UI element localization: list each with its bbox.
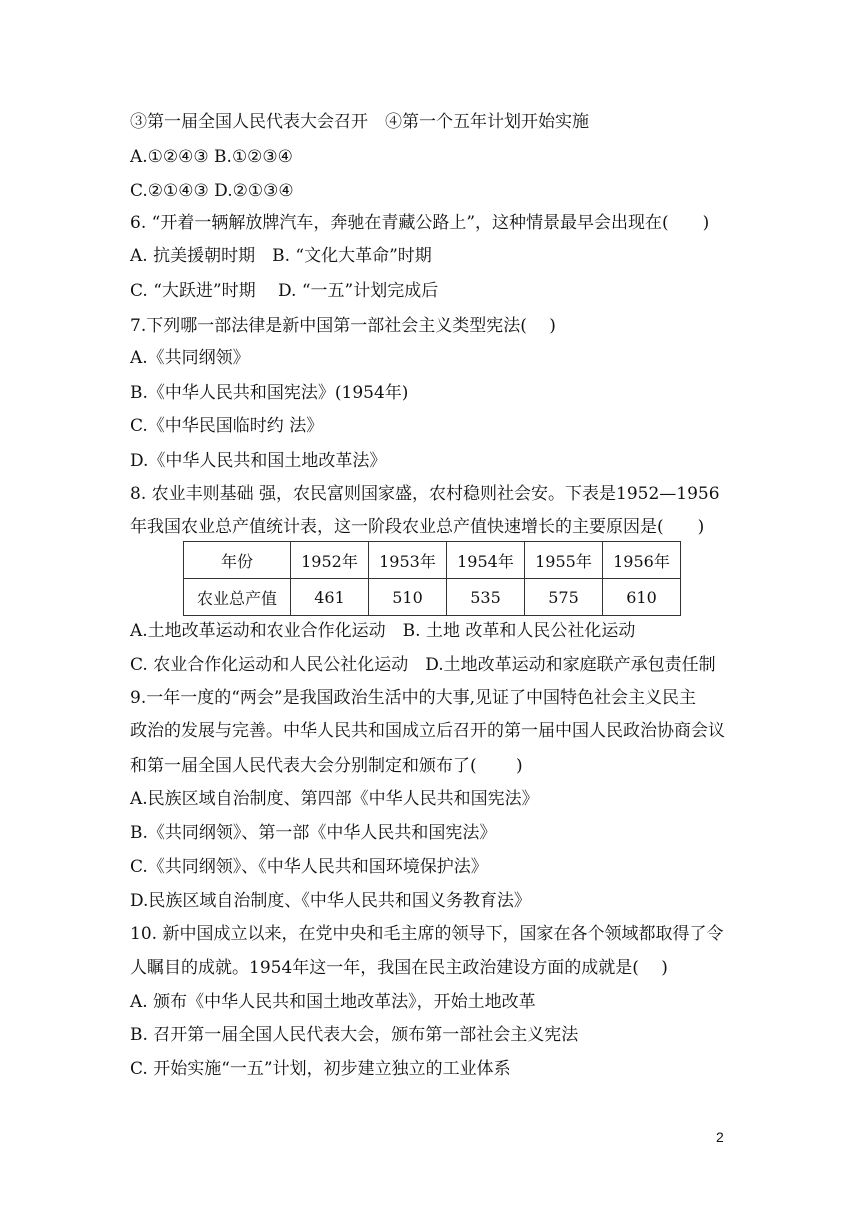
text-line: A.《共同纲领》 (130, 348, 250, 368)
text-line: 和第一届全国人民代表大会分别制定和颁布了( ) (130, 756, 523, 776)
table-cell: 610 (603, 579, 681, 616)
text-line: C.《中华民国临时约 法》 (130, 416, 324, 436)
table-cell: 1956年 (603, 542, 681, 579)
table-header-cell: 年份 (184, 542, 291, 579)
text-line: 人瞩目的成就。1954年这一年，我国在民主政治建设方面的成就是( ) (130, 958, 668, 978)
table-row (184, 542, 681, 579)
text-line: C.②①④③ D.②①③④ (130, 181, 294, 201)
table-cell: 1953年 (369, 542, 447, 579)
text-line: B.《中华人民共和国宪法》(1954年) (130, 383, 409, 403)
agriculture-output-table (183, 541, 681, 616)
page-number: 2 (716, 1129, 724, 1145)
text-line: D.《中华人民共和国土地改革法》 (130, 451, 387, 471)
question-9: 9.一年一度的“两会”是我国政治生活中的大事,见证了中国特色社会主义民主 (130, 688, 697, 708)
table-cell: 575 (525, 579, 603, 616)
text-line: D.民族区域自治制度、《中华人民共和国义务教育法》 (130, 891, 531, 911)
table-cell: 1954年 (447, 542, 525, 579)
question-10: 10. 新中国成立以来，在党中央和毛主席的领导下，国家在各个领域都取得了令 (130, 924, 724, 944)
table-cell: 1952年 (291, 542, 369, 579)
text-line: B.《共同纲领》、第一部《中华人民共和国宪法》 (130, 823, 497, 843)
text-line: A. 抗美援朝时期 B. “文化大革命”时期 (130, 246, 432, 266)
table-cell: 1955年 (525, 542, 603, 579)
question-8: 8. 农业丰则基础 强，农民富则国家盛，农村稳则社会安。下表是1952—1956 (130, 484, 720, 504)
text-line: C. 农业合作化运动和人民公社化运动 D.土地改革运动和家庭联产承包责任制 (130, 655, 716, 675)
text-line: 政治的发展与完善。中华人民共和国成立后召开的第一届中国人民政治协商会议 (130, 721, 725, 741)
question-6: 6. “开着一辆解放牌汽车，奔驰在青藏公路上”，这种情景最早会出现在( ) (130, 213, 710, 233)
text-line: C. 开始实施“一五”计划，初步建立独立的工业体系 (130, 1059, 511, 1079)
table-cell: 461 (291, 579, 369, 616)
text-line: A.①②④③ B.①②③④ (130, 147, 293, 167)
text-line: C.《共同纲领》、《中华人民共和国环境保护法》 (130, 857, 488, 877)
table-row (184, 579, 681, 616)
text-line: A.民族区域自治制度、第四部《中华人民共和国宪法》 (130, 789, 539, 809)
table-header-cell: 农业总产值 (184, 579, 291, 616)
text-line: A.土地改革运动和农业合作化运动 B. 土地 改革和人民公社化运动 (130, 621, 636, 641)
text-line: B. 召开第一届全国人民代表大会，颁布第一部社会主义宪法 (130, 1025, 579, 1045)
text-line: A. 颁布《中华人民共和国土地改革法》，开始土地改革 (130, 992, 536, 1012)
question-7: 7.下列哪一部法律是新中国第一部社会主义类型宪法( ) (130, 316, 556, 336)
text-line: C. “大跃进”时期 D. “一五”计划完成后 (130, 281, 439, 301)
text-line: ③第一届全国人民代表大会召开 ④第一个五年计划开始实施 (130, 112, 589, 132)
text-line: 年我国农业总产值统计表，这一阶段农业总产值快速增长的主要原因是( ) (130, 517, 705, 537)
table-cell: 510 (369, 579, 447, 616)
table-cell: 535 (447, 579, 525, 616)
